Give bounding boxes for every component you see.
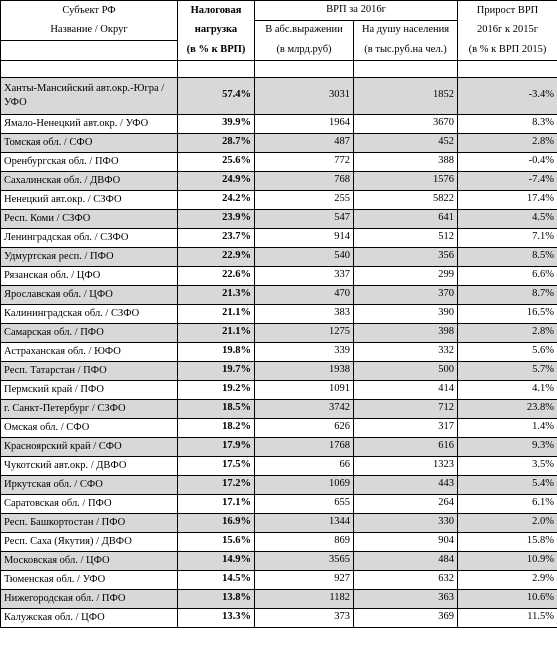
grp-abs-cell: 914 bbox=[255, 228, 354, 247]
region-name-cell: Сахалинская обл. / ДВФО bbox=[1, 171, 178, 190]
grp-abs-cell: 547 bbox=[255, 209, 354, 228]
grp-growth-cell: 5.4% bbox=[458, 475, 557, 494]
grp-growth-cell: 6.1% bbox=[458, 494, 557, 513]
table-row bbox=[1, 209, 557, 228]
table-row bbox=[1, 456, 557, 475]
grp-growth-cell: 2.8% bbox=[458, 133, 557, 152]
grp-growth-cell: 16.5% bbox=[458, 304, 557, 323]
grp-abs-cell: 1069 bbox=[255, 475, 354, 494]
grp-per-capita-cell: 1323 bbox=[354, 456, 458, 475]
region-name-cell: Респ. Татарстан / ПФО bbox=[1, 361, 178, 380]
grp-abs-cell: 655 bbox=[255, 494, 354, 513]
tax-burden-cell: 19.7% bbox=[178, 361, 255, 380]
grp-growth-cell: 8.7% bbox=[458, 285, 557, 304]
region-name-cell: Нижегородская обл. / ПФО bbox=[1, 589, 178, 608]
table-row bbox=[1, 266, 557, 285]
table-row bbox=[1, 152, 557, 171]
grp-growth-cell: 8.3% bbox=[458, 114, 557, 133]
grp-growth-cell: 2.9% bbox=[458, 570, 557, 589]
tax-burden-cell: 23.7% bbox=[178, 228, 255, 247]
grp-abs-cell: 869 bbox=[255, 532, 354, 551]
grp-per-capita-cell: 390 bbox=[354, 304, 458, 323]
tax-burden-cell: 17.5% bbox=[178, 456, 255, 475]
tax-burden-cell: 18.2% bbox=[178, 418, 255, 437]
region-name-cell: Астраханская обл. / ЮФО bbox=[1, 342, 178, 361]
region-name-cell: Чукотский авт.окр. / ДВФО bbox=[1, 456, 178, 475]
grp-per-capita-cell: 712 bbox=[354, 399, 458, 418]
table-row bbox=[1, 532, 557, 551]
grp-per-capita-cell: 363 bbox=[354, 589, 458, 608]
grp-growth-cell: 10.6% bbox=[458, 589, 557, 608]
tax-burden-cell: 15.6% bbox=[178, 532, 255, 551]
grp-abs-cell: 3742 bbox=[255, 399, 354, 418]
tax-burden-cell: 24.9% bbox=[178, 171, 255, 190]
header-growth-line2: 2016г к 2015г bbox=[458, 21, 557, 41]
grp-per-capita-cell: 616 bbox=[354, 437, 458, 456]
region-name-cell: Респ. Саха (Якутия) / ДВФО bbox=[1, 532, 178, 551]
table-body bbox=[1, 60, 557, 627]
header-subject: Субъект РФ bbox=[1, 1, 178, 21]
region-name-cell: Саратовская обл. / ПФО bbox=[1, 494, 178, 513]
region-name-cell: Пермский край / ПФО bbox=[1, 380, 178, 399]
table-row bbox=[1, 133, 557, 152]
tax-burden-cell: 57.4% bbox=[178, 77, 255, 114]
header-blank bbox=[1, 40, 178, 60]
tax-burden-cell: 13.3% bbox=[178, 608, 255, 627]
grp-growth-cell: 4.5% bbox=[458, 209, 557, 228]
grp-per-capita-cell: 330 bbox=[354, 513, 458, 532]
tax-burden-cell: 19.2% bbox=[178, 380, 255, 399]
grp-abs-cell: 66 bbox=[255, 456, 354, 475]
grp-per-capita-cell: 904 bbox=[354, 532, 458, 551]
grp-abs-cell: 1964 bbox=[255, 114, 354, 133]
grp-per-capita-cell: 5822 bbox=[354, 190, 458, 209]
header-name-district: Название / Округ bbox=[1, 21, 178, 41]
tax-burden-cell: 17.9% bbox=[178, 437, 255, 456]
header-growth-line3: (в % к ВРП 2015) bbox=[458, 40, 557, 60]
table-row bbox=[1, 247, 557, 266]
table-row bbox=[1, 570, 557, 589]
tax-burden-cell: 21.1% bbox=[178, 323, 255, 342]
header-per-unit: (в тыс.руб.на чел.) bbox=[354, 40, 458, 60]
grp-per-capita-cell: 414 bbox=[354, 380, 458, 399]
tax-burden-cell: 24.2% bbox=[178, 190, 255, 209]
region-name-cell: Удмуртская респ. / ПФО bbox=[1, 247, 178, 266]
region-name-cell: Калининградская обл. / СЗФО bbox=[1, 304, 178, 323]
region-name-cell: Оренбургская обл. / ПФО bbox=[1, 152, 178, 171]
grp-per-capita-cell: 332 bbox=[354, 342, 458, 361]
grp-per-capita-cell: 641 bbox=[354, 209, 458, 228]
table-row bbox=[1, 494, 557, 513]
grp-abs-cell: 470 bbox=[255, 285, 354, 304]
grp-per-capita-cell: 1576 bbox=[354, 171, 458, 190]
table-row bbox=[1, 418, 557, 437]
tax-burden-cell: 21.3% bbox=[178, 285, 255, 304]
tax-burden-cell: 14.5% bbox=[178, 570, 255, 589]
header-per-capita: На душу населения bbox=[354, 21, 458, 41]
table-row bbox=[1, 171, 557, 190]
region-name-cell: г. Санкт-Петербург / СЗФО bbox=[1, 399, 178, 418]
region-name-cell: Самарская обл. / ПФО bbox=[1, 323, 178, 342]
grp-growth-cell: 17.4% bbox=[458, 190, 557, 209]
grp-abs-cell: 626 bbox=[255, 418, 354, 437]
grp-abs-cell: 772 bbox=[255, 152, 354, 171]
grp-abs-cell: 1275 bbox=[255, 323, 354, 342]
grp-per-capita-cell: 369 bbox=[354, 608, 458, 627]
region-name-cell: Ленинградская обл. / СЗФО bbox=[1, 228, 178, 247]
tax-burden-cell: 22.6% bbox=[178, 266, 255, 285]
table-row bbox=[1, 361, 557, 380]
grp-per-capita-cell: 512 bbox=[354, 228, 458, 247]
region-name-cell: Калужская обл. / ЦФО bbox=[1, 608, 178, 627]
tax-burden-cell: 28.7% bbox=[178, 133, 255, 152]
region-name-cell: Московская обл. / ЦФО bbox=[1, 551, 178, 570]
grp-growth-cell: 8.5% bbox=[458, 247, 557, 266]
grp-per-capita-cell: 299 bbox=[354, 266, 458, 285]
grp-growth-cell: 15.8% bbox=[458, 532, 557, 551]
table-header bbox=[1, 1, 557, 61]
grp-abs-cell: 383 bbox=[255, 304, 354, 323]
region-name-cell: Ненецкий авт.окр. / СЗФО bbox=[1, 190, 178, 209]
spacer-row bbox=[1, 60, 557, 77]
grp-abs-cell: 487 bbox=[255, 133, 354, 152]
grp-per-capita-cell: 356 bbox=[354, 247, 458, 266]
region-name-cell: Респ. Коми / СЗФО bbox=[1, 209, 178, 228]
header-tax-line2: нагрузка bbox=[178, 21, 255, 41]
header-tax-line3: (в % к ВРП) bbox=[178, 40, 255, 60]
grp-growth-cell: 5.6% bbox=[458, 342, 557, 361]
header-abs-unit: (в млрд.руб) bbox=[255, 40, 354, 60]
table-row bbox=[1, 513, 557, 532]
tax-burden-cell: 22.9% bbox=[178, 247, 255, 266]
tax-burden-cell: 18.5% bbox=[178, 399, 255, 418]
grp-growth-cell: 11.5% bbox=[458, 608, 557, 627]
table-row bbox=[1, 285, 557, 304]
table-row bbox=[1, 304, 557, 323]
grp-growth-cell: 2.0% bbox=[458, 513, 557, 532]
grp-growth-cell: 23.8% bbox=[458, 399, 557, 418]
region-name-cell: Респ. Башкортостан / ПФО bbox=[1, 513, 178, 532]
tax-burden-cell: 21.1% bbox=[178, 304, 255, 323]
table-row bbox=[1, 551, 557, 570]
region-name-cell: Иркутская обл. / СФО bbox=[1, 475, 178, 494]
grp-per-capita-cell: 443 bbox=[354, 475, 458, 494]
grp-per-capita-cell: 632 bbox=[354, 570, 458, 589]
table-row bbox=[1, 228, 557, 247]
grp-per-capita-cell: 484 bbox=[354, 551, 458, 570]
grp-abs-cell: 373 bbox=[255, 608, 354, 627]
tax-burden-cell: 25.6% bbox=[178, 152, 255, 171]
grp-abs-cell: 1938 bbox=[255, 361, 354, 380]
grp-abs-cell: 337 bbox=[255, 266, 354, 285]
header-grp-group: ВРП за 2016г bbox=[255, 1, 458, 21]
grp-abs-cell: 255 bbox=[255, 190, 354, 209]
grp-growth-cell: 10.9% bbox=[458, 551, 557, 570]
grp-growth-cell: -7.4% bbox=[458, 171, 557, 190]
header-tax-line1: Налоговая bbox=[178, 1, 255, 21]
tax-burden-cell: 14.9% bbox=[178, 551, 255, 570]
table-row bbox=[1, 380, 557, 399]
grp-growth-cell: 3.5% bbox=[458, 456, 557, 475]
tax-burden-cell: 23.9% bbox=[178, 209, 255, 228]
grp-abs-cell: 1768 bbox=[255, 437, 354, 456]
grp-per-capita-cell: 1852 bbox=[354, 77, 458, 114]
grp-per-capita-cell: 370 bbox=[354, 285, 458, 304]
region-name-cell: Рязанская обл. / ЦФО bbox=[1, 266, 178, 285]
grp-abs-cell: 339 bbox=[255, 342, 354, 361]
tax-burden-cell: 13.8% bbox=[178, 589, 255, 608]
grp-growth-cell: 2.8% bbox=[458, 323, 557, 342]
region-name-cell: Омская обл. / СФО bbox=[1, 418, 178, 437]
tax-burden-cell: 17.1% bbox=[178, 494, 255, 513]
table-row bbox=[1, 608, 557, 627]
table-row bbox=[1, 190, 557, 209]
grp-growth-cell: -3.4% bbox=[458, 77, 557, 114]
grp-abs-cell: 1182 bbox=[255, 589, 354, 608]
grp-abs-cell: 1091 bbox=[255, 380, 354, 399]
grp-per-capita-cell: 398 bbox=[354, 323, 458, 342]
header-growth-line1: Прирост ВРП bbox=[458, 1, 557, 21]
grp-growth-cell: 6.6% bbox=[458, 266, 557, 285]
grp-abs-cell: 3565 bbox=[255, 551, 354, 570]
tax-burden-cell: 19.8% bbox=[178, 342, 255, 361]
grp-per-capita-cell: 317 bbox=[354, 418, 458, 437]
region-name-cell: Тюменская обл. / УФО bbox=[1, 570, 178, 589]
grp-growth-cell: 4.1% bbox=[458, 380, 557, 399]
region-name-cell: Красноярский край / СФО bbox=[1, 437, 178, 456]
table-row bbox=[1, 342, 557, 361]
table-row bbox=[1, 114, 557, 133]
table-row bbox=[1, 475, 557, 494]
grp-abs-cell: 927 bbox=[255, 570, 354, 589]
region-name-cell: Ярославская обл. / ЦФО bbox=[1, 285, 178, 304]
tax-burden-cell: 17.2% bbox=[178, 475, 255, 494]
grp-per-capita-cell: 264 bbox=[354, 494, 458, 513]
table-row bbox=[1, 77, 557, 114]
grp-abs-cell: 540 bbox=[255, 247, 354, 266]
grp-abs-cell: 3031 bbox=[255, 77, 354, 114]
region-name-cell: Ханты-Мансийский авт.окр.-Югра / УФО bbox=[1, 77, 178, 114]
grp-growth-cell: 9.3% bbox=[458, 437, 557, 456]
header-abs-value: В абс.выражении bbox=[255, 21, 354, 41]
grp-abs-cell: 768 bbox=[255, 171, 354, 190]
grp-abs-cell: 1344 bbox=[255, 513, 354, 532]
grp-growth-cell: 7.1% bbox=[458, 228, 557, 247]
region-name-cell: Ямало-Ненецкий авт.окр. / УФО bbox=[1, 114, 178, 133]
tax-burden-cell: 39.9% bbox=[178, 114, 255, 133]
tax-burden-cell: 16.9% bbox=[178, 513, 255, 532]
grp-growth-cell: 5.7% bbox=[458, 361, 557, 380]
table-row bbox=[1, 589, 557, 608]
grp-growth-cell: -0.4% bbox=[458, 152, 557, 171]
region-name-cell: Томская обл. / СФО bbox=[1, 133, 178, 152]
table-row bbox=[1, 323, 557, 342]
table-row bbox=[1, 399, 557, 418]
grp-per-capita-cell: 452 bbox=[354, 133, 458, 152]
grp-per-capita-cell: 388 bbox=[354, 152, 458, 171]
table-row bbox=[1, 437, 557, 456]
grp-growth-cell: 1.4% bbox=[458, 418, 557, 437]
grp-per-capita-cell: 3670 bbox=[354, 114, 458, 133]
grp-per-capita-cell: 500 bbox=[354, 361, 458, 380]
